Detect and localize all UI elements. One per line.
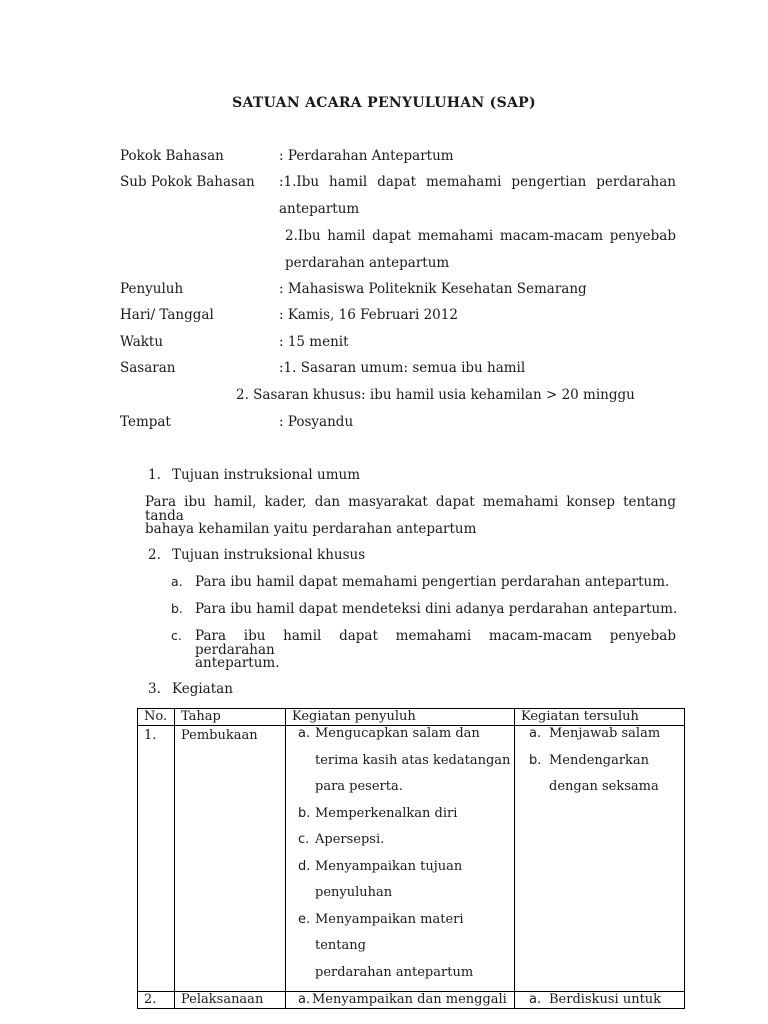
sub-pokok-value-2a: 2.Ibu hamil dapat memahami macam-macam penyebab: [285, 228, 676, 244]
row-kegiatan-tersuluh: [515, 992, 685, 1009]
sub-pokok-value-1b: antepartum: [279, 201, 360, 217]
list-item-line: Berdiskusi untuk: [549, 992, 662, 1007]
table-row: [138, 726, 685, 992]
waktu-label: Waktu: [120, 334, 164, 350]
list-marker: c.: [298, 832, 310, 847]
row-no: 2.: [138, 992, 175, 1009]
list-item-line: Menjawab salam: [549, 726, 661, 741]
tempat-label: Tempat: [120, 414, 171, 430]
list-item: [529, 721, 684, 748]
list-item-line: penyuluhan: [315, 885, 393, 900]
tiu-heading: Tujuan instruksional umum: [172, 467, 361, 483]
tik-item-marker: c.: [171, 628, 182, 643]
row-kegiatan-penyuluh: [286, 992, 515, 1009]
list-item: [298, 827, 514, 854]
tempat-value: : Posyandu: [279, 414, 354, 430]
list-item-line: Mendengarkan: [549, 752, 650, 768]
pokok-bahasan-value: : Perdarahan Antepartum: [279, 148, 454, 164]
list-item: [529, 992, 684, 1008]
sub-pokok-value-2b: perdarahan antepartum: [285, 255, 450, 271]
list-item-line: terima kasih atas kedatangan: [315, 752, 511, 768]
list-item: [529, 748, 684, 801]
row-tahap: Pembukaan: [175, 726, 286, 992]
list-item: [298, 721, 514, 801]
list-item-line: Mengucapkan salam dan: [315, 726, 480, 741]
hari-tanggal-label: Hari/ Tanggal: [120, 307, 214, 323]
list-marker: d.: [298, 858, 311, 874]
list-item: [298, 992, 514, 1008]
list-marker: a.: [298, 726, 311, 741]
hari-tanggal-value: : Kamis, 16 Februari 2012: [279, 307, 458, 323]
tik-item-marker: a.: [171, 574, 183, 589]
waktu-value: : 15 menit: [279, 334, 349, 350]
list-item-line: Menyampaikan tujuan: [315, 858, 463, 874]
kegiatan-table: [137, 708, 685, 1009]
list-marker: a.: [529, 992, 542, 1007]
column-header-kegiatan-tersuluh: Kegiatan tersuluh: [515, 709, 685, 726]
column-header-kegiatan-penyuluh: Kegiatan penyuluh: [286, 709, 515, 726]
list-marker: a.: [529, 726, 542, 741]
list-marker: b.: [298, 805, 311, 821]
list-item-line: perdarahan antepartum: [315, 964, 474, 980]
penyuluh-list: [298, 721, 514, 986]
table-row: [138, 992, 685, 1009]
tiu-text-line1: Para ibu hamil, kader, dan masyarakat dapat memahami konsep tentang tanda: [145, 494, 676, 524]
sasaran-label: Sasaran: [120, 360, 176, 376]
tik-item-text: Para ibu hamil dapat memahami macam-macam penyebab perdarahan: [195, 628, 676, 658]
penyuluh-list: [298, 992, 514, 1008]
list-item-line: Menyampaikan materi tentang: [315, 911, 464, 953]
row-kegiatan-tersuluh: [515, 721, 685, 987]
list-item: [298, 801, 514, 828]
tik-heading: Tujuan instruksional khusus: [172, 547, 366, 563]
row-no: 1.: [138, 726, 175, 992]
list-marker: b.: [529, 752, 542, 768]
document-title: SATUAN ACARA PENYULUHAN (SAP): [232, 95, 536, 111]
kegiatan-heading: Kegiatan: [172, 681, 233, 697]
list-marker: a.: [298, 992, 311, 1007]
list-item-line: para peserta.: [315, 779, 403, 794]
list-item-line: Apersepsi.: [315, 832, 385, 847]
kegiatan-number: 3.: [148, 681, 161, 697]
list-item-line: dengan seksama: [549, 779, 659, 794]
pokok-bahasan-label: Pokok Bahasan: [120, 148, 224, 164]
tersuluh-list: [529, 992, 684, 1008]
list-item-line: Menyampaikan dan menggali: [312, 992, 507, 1007]
tersuluh-list: [529, 721, 684, 801]
row-kegiatan-penyuluh: [286, 721, 515, 987]
tik-item-text: Para ibu hamil dapat memahami pengertian perdarahan antepartum.: [195, 574, 670, 590]
tiu-text-line2: bahaya kehamilan yaitu perdarahan antepartum: [145, 521, 477, 537]
penyuluh-label: Penyuluh: [120, 281, 184, 297]
sasaran-value-1: :1. Sasaran umum: semua ibu hamil: [279, 360, 526, 376]
tik-item-text-cont: antepartum.: [195, 655, 280, 671]
tik-item-text: Para ibu hamil dapat mendeteksi dini adanya perdarahan antepartum.: [195, 601, 678, 617]
tik-item-marker: b.: [171, 601, 183, 616]
tik-number: 2.: [148, 547, 161, 563]
column-header-no: No.: [138, 709, 175, 726]
list-marker: e.: [298, 911, 311, 927]
column-header-tahap: Tahap: [175, 709, 286, 726]
list-item-line: Memperkenalkan diri: [315, 805, 458, 821]
penyuluh-value: : Mahasiswa Politeknik Kesehatan Semarang: [279, 281, 587, 297]
sasaran-value-2: 2. Sasaran khusus: ibu hamil usia kehamilan > 20 minggu: [236, 387, 635, 403]
tiu-number: 1.: [148, 467, 161, 483]
row-tahap: Pelaksanaan: [175, 992, 286, 1009]
list-item: [298, 854, 514, 907]
sub-pokok-value-1a: :1.Ibu hamil dapat memahami pengertian perdarahan: [279, 174, 676, 190]
sub-pokok-bahasan-label: Sub Pokok Bahasan: [120, 174, 255, 190]
list-item: [298, 907, 514, 987]
